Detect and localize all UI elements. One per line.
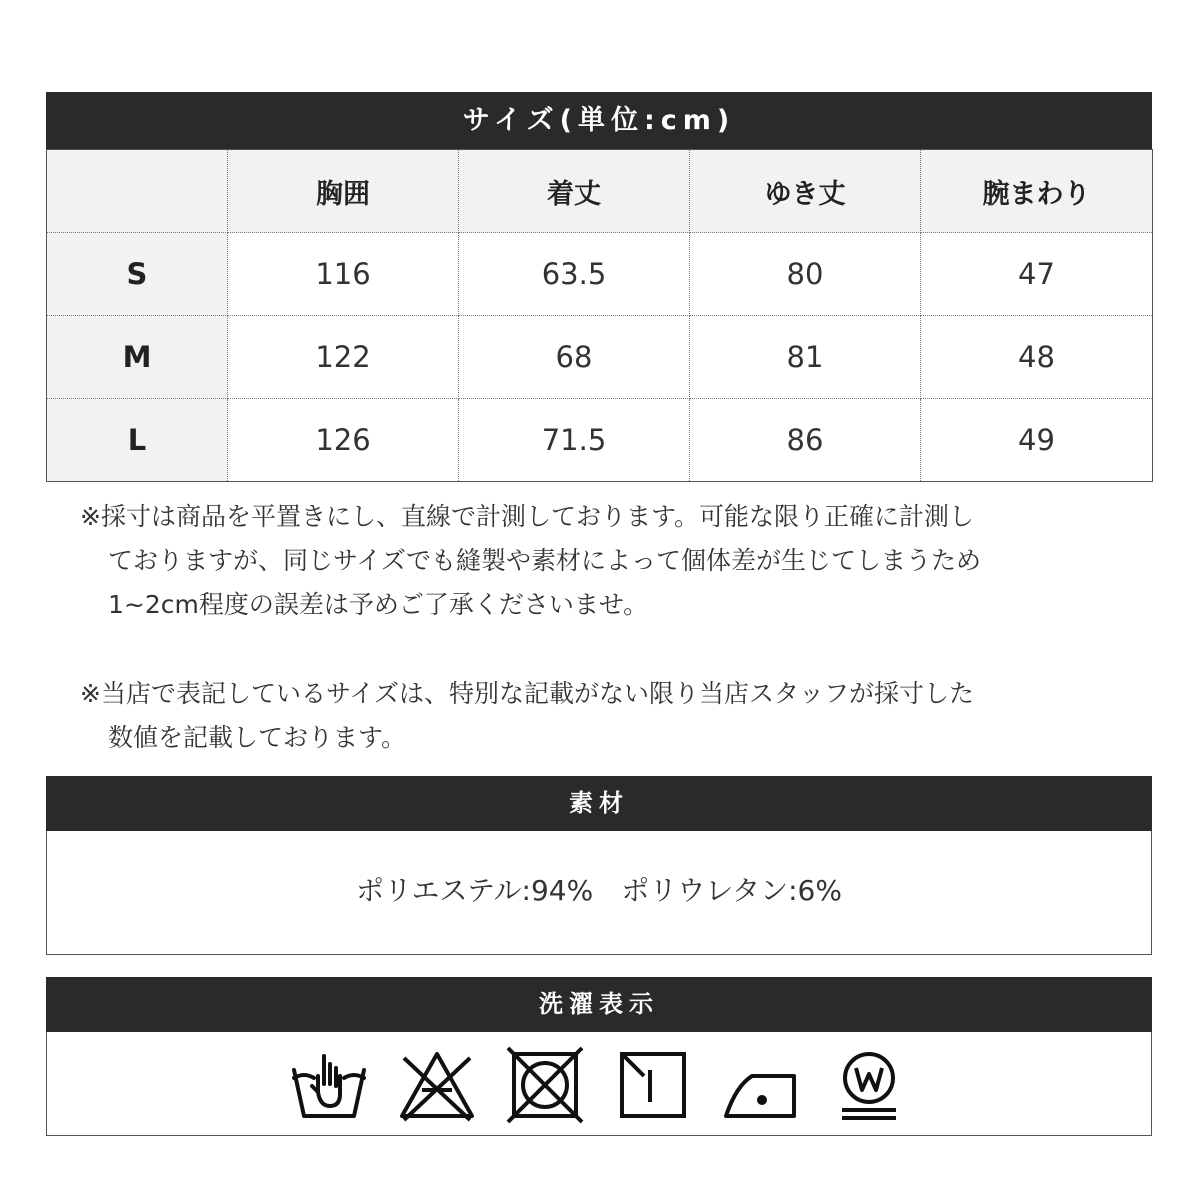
note-line: ※採寸は商品を平置きにし、直線で計測しております。可能な限り正確に計測し bbox=[80, 502, 974, 531]
table-cell: 81 bbox=[690, 316, 921, 399]
table-cell: 47 bbox=[921, 233, 1153, 316]
washing-box bbox=[46, 1032, 1152, 1136]
size-table bbox=[46, 149, 1153, 482]
size-label-l: L bbox=[47, 399, 228, 482]
size-section-title: サイズ(単位:cm) bbox=[46, 92, 1152, 149]
table-cell: 48 bbox=[921, 316, 1153, 399]
header-sleeve-length: ゆき丈 bbox=[690, 150, 921, 233]
table-cell: 80 bbox=[690, 233, 921, 316]
drip-line-dry-shade-icon bbox=[614, 1046, 692, 1124]
header-chest: 胸囲 bbox=[228, 150, 459, 233]
table-cell: 49 bbox=[921, 399, 1153, 482]
measurement-note bbox=[80, 495, 1140, 627]
iron-low-icon bbox=[722, 1046, 800, 1124]
wet-cleaning-icon bbox=[830, 1046, 908, 1124]
table-cell: 68 bbox=[459, 316, 690, 399]
care-icons bbox=[47, 1046, 1151, 1124]
no-bleach-icon bbox=[398, 1046, 476, 1124]
note-line: ておりますが、同じサイズでも縫製や素材によって個体差が生じてしまうため bbox=[108, 546, 982, 575]
material-section-title: 素材 bbox=[46, 776, 1152, 831]
note-line: 数値を記載しております。 bbox=[108, 723, 407, 752]
size-table-header-row bbox=[47, 150, 1153, 233]
table-cell: 126 bbox=[228, 399, 459, 482]
hand-wash-icon bbox=[290, 1046, 368, 1124]
note-line: ※当店で表記しているサイズは、特別な記載がない限り当店スタッフが採寸した bbox=[80, 679, 974, 708]
no-tumble-dry-icon bbox=[506, 1046, 584, 1124]
size-source-note bbox=[80, 672, 1140, 760]
note-line: 1~2cm程度の誤差は予めご了承くださいませ。 bbox=[108, 590, 649, 619]
material-box bbox=[46, 831, 1152, 955]
table-cell: 122 bbox=[228, 316, 459, 399]
table-row bbox=[47, 233, 1153, 316]
material-composition: ポリエステル:94% ポリウレタン:6% bbox=[356, 874, 842, 907]
washing-section-title: 洗濯表示 bbox=[46, 977, 1152, 1032]
table-row bbox=[47, 316, 1153, 399]
size-label-s: S bbox=[47, 233, 228, 316]
header-arm-circumference: 腕まわり bbox=[921, 150, 1153, 233]
header-length: 着丈 bbox=[459, 150, 690, 233]
size-label-m: M bbox=[47, 316, 228, 399]
table-cell: 116 bbox=[228, 233, 459, 316]
table-cell: 71.5 bbox=[459, 399, 690, 482]
table-cell: 63.5 bbox=[459, 233, 690, 316]
table-cell: 86 bbox=[690, 399, 921, 482]
table-row bbox=[47, 399, 1153, 482]
header-cell-blank bbox=[47, 150, 228, 233]
